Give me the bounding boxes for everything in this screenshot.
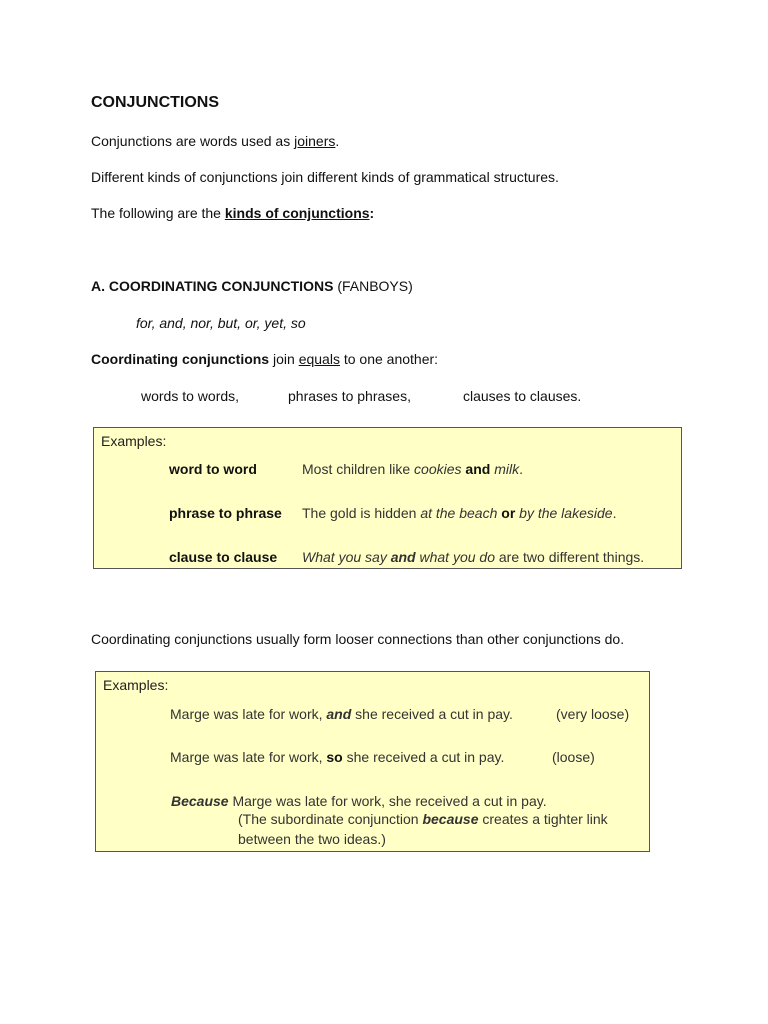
example-sentence: The gold is hidden at the beach or by the lakeside.: [302, 505, 617, 521]
coordinating-join-line: Coordinating conjunctions join equals to one another:: [91, 351, 439, 367]
page-title: CONJUNCTIONS: [91, 94, 220, 111]
examples-label: Examples:: [103, 677, 169, 693]
fanboys-list: for, and, nor, but, or, yet, so: [136, 315, 306, 331]
example-sentence: Marge was late for work, and she received a cut in pay.: [170, 706, 513, 722]
example-note: (very loose): [556, 706, 630, 722]
pair-phrases: phrases to phrases,: [288, 388, 411, 404]
intro-line-3: The following are the kinds of conjunctions:: [91, 205, 375, 221]
fanboys-label: (FANBOYS): [337, 278, 413, 294]
example-note: between the two ideas.): [238, 831, 386, 847]
example-sentence: Marge was late for work, so she received a cut in pay.: [170, 749, 505, 765]
pair-clauses: clauses to clauses.: [463, 388, 582, 404]
pair-words: words to words,: [141, 388, 240, 404]
example-note: (The subordinate conjunction because creates a tighter link: [238, 811, 608, 827]
examples-box-2: [95, 671, 650, 852]
example-sentence: Because Marge was late for work, she received a cut in pay.: [171, 793, 547, 809]
intro-line-2: Different kinds of conjunctions join different kinds of grammatical structures.: [91, 169, 559, 185]
example-type: phrase to phrase: [169, 505, 282, 521]
intro-line-1: Conjunctions are words used as joiners.: [91, 133, 340, 149]
example-sentence: What you say and what you do are two different things.: [302, 549, 645, 565]
example-type: clause to clause: [169, 549, 278, 565]
section-a-heading: A. COORDINATING CONJUNCTIONS (FANBOYS): [91, 278, 413, 294]
example-type: word to word: [169, 461, 257, 477]
example-sentence: Most children like cookies and milk.: [302, 461, 523, 477]
examples-label: Examples:: [101, 433, 167, 449]
kinds-of-conjunctions: kinds of conjunctions: [224, 205, 370, 221]
example-note: (loose): [552, 749, 595, 765]
examples-box-1: [93, 427, 682, 569]
looser-connections-text: Coordinating conjunctions usually form looser connections than other conjunctions do.: [91, 631, 625, 647]
joiners-underlined: joiners: [294, 133, 336, 149]
